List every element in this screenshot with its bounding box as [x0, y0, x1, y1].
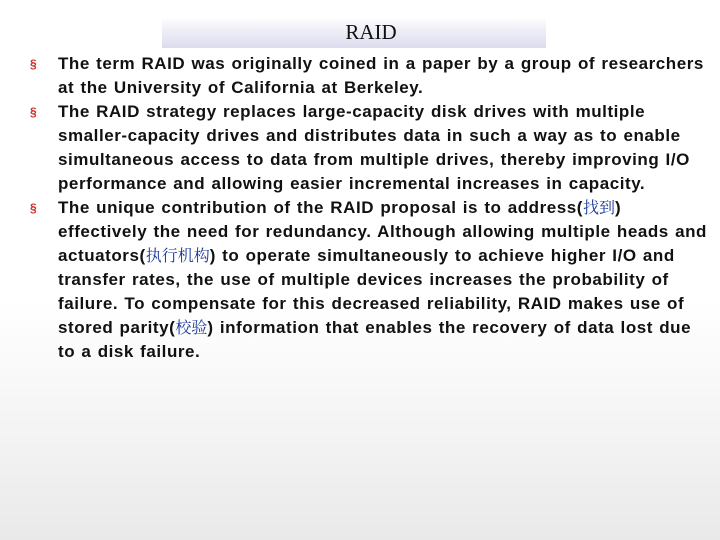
bullet-list — [30, 52, 710, 364]
slide-title: RAID — [345, 20, 397, 44]
bullet-item — [30, 196, 710, 364]
bullet-text: ) information that enables the recovery of data lost due to a disk failure. — [58, 318, 692, 361]
bullet-square-icon: § — [30, 201, 38, 215]
chinese-gloss-parity: 校验 — [175, 318, 208, 337]
bullet-square-icon: § — [30, 57, 38, 71]
chinese-gloss-actuators: 执行机构 — [145, 246, 210, 265]
bullet-item — [30, 52, 710, 100]
bullet-text: ) to operate simultaneously to achieve higher I/O and transfer rates, the use of multiple devices increases the probability of failure. To compensate for this decreased reliability, RAID makes use of stored parity( — [58, 246, 685, 337]
bullet-text: The RAID strategy replaces large-capacity disk drives with multiple smaller-capacity drives and distributes data in such a way as to enable simultaneous access to data from multiple drives, thereby improving I/O performance and allowing easier incremental increases in capacity. — [58, 102, 690, 193]
bullet-text: ) effectively the need for redundancy. Although allowing multiple heads and actuators( — [58, 198, 707, 265]
bullet-text: The term RAID was originally coined in a paper by a group of researchers at the University of California at Berkeley. — [58, 54, 704, 97]
bullet-item — [30, 100, 710, 196]
bullet-square-icon: § — [30, 105, 38, 119]
chinese-gloss-address: 找到 — [583, 198, 616, 217]
bullet-text: The unique contribution of the RAID proposal is to address( — [58, 198, 584, 217]
